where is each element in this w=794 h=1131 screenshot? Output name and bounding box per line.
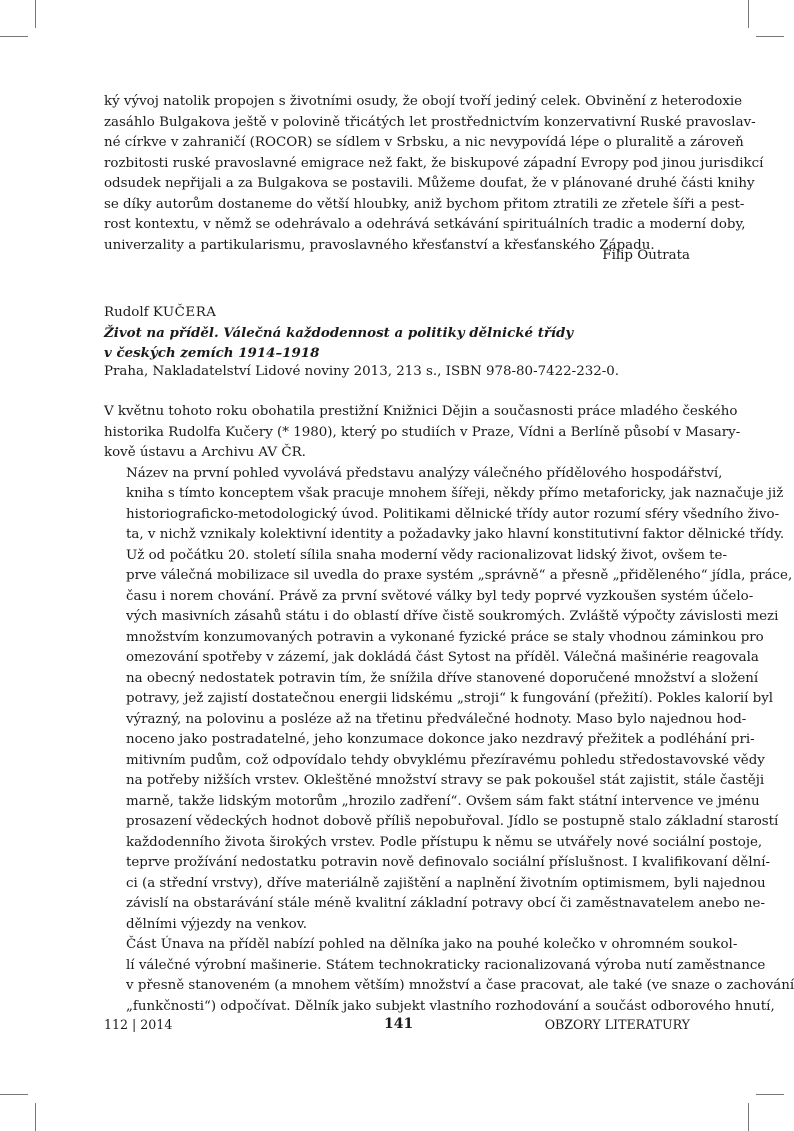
text-line: na obecný nedostatek potravin tím, že snížila dříve stanovené doporučené množství a složení xyxy=(126,670,759,686)
author-first-name: Rudolf xyxy=(104,305,149,320)
book-title-line-1: Život na příděl. Válečná každodennost a politiky dělnické třídy xyxy=(104,325,574,341)
text-line: mitivním pudům, což odpovídalo tehdy obvyklému přezíravému pohledu středostavovské vědy xyxy=(126,752,765,768)
paragraph xyxy=(104,92,764,256)
crop-mark xyxy=(35,1103,36,1131)
book-title-line-2: v českých zemích 1914–1918 xyxy=(104,345,320,361)
crop-mark xyxy=(35,0,36,28)
text-line: času i norem chování. Právě za první světové války byl tedy poprvé vyzkoušen systém účelo- xyxy=(126,588,754,604)
intro-paragraph xyxy=(104,92,764,256)
page-number: 141 xyxy=(384,1016,414,1032)
text-line: ký vývoj natolik propojen s životními osudy, že obojí tvoří jediný celek. Obvinění z heterodoxie xyxy=(104,94,743,109)
journal-name: OBZORY LITERATURY xyxy=(544,1017,690,1032)
author-last-name: KUČERA xyxy=(152,305,217,320)
paragraph xyxy=(104,935,794,1017)
paragraph xyxy=(104,402,741,464)
text-line: „funkčnosti“) odpočívat. Dělník jako subjekt vlastního rozhodování a součást odborového hnutí, xyxy=(126,998,775,1014)
text-line: potravy, jež zajistí dostatečnou energii lidskému „stroji“ k fungování (přežití). Pokles kalorií byl xyxy=(126,691,774,706)
publication-info: Praha, Nakladatelství Lidové noviny 2013, 213 s., ISBN 978-80-7422-232-0. xyxy=(104,364,620,379)
crop-mark xyxy=(748,1103,749,1131)
text-line: množstvím konzumovaných potravin a vykonané fyzické práce se staly vhodnou záminkou pro xyxy=(126,629,764,645)
text-line: každodenního života širokých vrstev. Podle přístupu k němu se utvářely nové sociální postoje, xyxy=(126,834,763,850)
text-line: závislí na obstarávání stále méně kvalitní základní potravy obcí či zaměstnavatelem anebo ne- xyxy=(126,896,765,911)
text-line: prve válečná mobilizace sil uvedla do praxe systém „správně“ a přesně „přiděleného“ jídla, práce, xyxy=(126,568,793,583)
text-line: omezování spotřeby v zázemí, jak dokládá část Sytost na příděl. Válečná mašinérie reagovala xyxy=(126,650,759,665)
text-line: Část Únava na příděl nabízí pohled na dělníka jako na pouhé kolečko v ohromném soukol- xyxy=(126,937,738,952)
text-line: odsudek nepřijali a za Bulgakova se postavili. Můžeme doufat, že v plánované druhé části knihy xyxy=(104,176,755,191)
text-line: noceno jako postradatelné, jeho konzumace dokonce jako nezdravý přežitek a podléhání pri- xyxy=(126,732,755,747)
text-line: ci (a střední vrstvy), dříve materiálně zajištění a naplnění životním optimismem, byli najednou xyxy=(126,875,766,891)
text-line: teprve prožívání nedostatku potravin nově definovalo sociální příslušnost. I kvalifikovaní dělní- xyxy=(126,855,771,870)
paragraph xyxy=(104,546,793,936)
crop-mark xyxy=(748,0,749,28)
text-line: kově ústavu a Archivu AV ČR. xyxy=(104,445,306,460)
text-line: se díky autorům dostaneme do větší hloubky, aniž bychom přitom ztratili ze zřetele šíři a pest- xyxy=(104,196,745,212)
text-line: V květnu tohoto roku obohatila prestižní Knižnici Dějin a současnosti práce mladého českého xyxy=(104,404,738,419)
text-line: výrazný, na polovinu a posléze až na třetinu předválečné hodnoty. Maso bylo najednou hod- xyxy=(126,711,747,727)
text-line: vých masivních zásahů státu i do oblastí dříve čistě soukromých. Zvláště výpočty závislosti mezi xyxy=(126,609,779,624)
text-line: né církve v zahraničí (ROCOR) se sídlem v Srbsku, a nic nevypovídá lépe o pluralitě a zároveň xyxy=(104,135,744,150)
text-line: rozbitosti ruské pravoslavné emigrace než fakt, že biskupové západní Evropy pod jinou jurisdikcí xyxy=(104,155,764,171)
crop-mark xyxy=(756,36,784,37)
reviewer-signature: Filip Outrata xyxy=(602,248,690,263)
review-body xyxy=(104,402,794,1017)
text-line: v přesně stanoveném (a mnohem větším) množství a čase pracovat, ale také (ve snaze o zachování xyxy=(126,978,794,993)
text-line: historika Rudolfa Kučery (* 1980), který po studiích v Praze, Vídni a Berlíně působí v Masary- xyxy=(104,424,741,440)
text-line: lí válečné výrobní mašinerie. Státem technokraticky racionalizovaná výroba nutí zaměstnance xyxy=(126,957,766,973)
text-line: zasáhlo Bulgakova ještě v polovině třicátých let prostřednictvím konzervativní Ruské pravoslav- xyxy=(104,114,756,130)
text-line: dělními výjezdy na venkov. xyxy=(126,916,307,932)
issue-number: 112 | 2014 xyxy=(104,1017,173,1032)
text-line: rost kontextu, v němž se odehrávalo a odehrává setkávání spirituálních tradic a moderní doby, xyxy=(104,217,746,232)
crop-mark xyxy=(756,1094,784,1095)
text-line: na potřeby nižších vrstev. Okleštěné množství stravy se pak pokoušel stát zajistit, stále častěji xyxy=(126,773,765,788)
text-line: prosazení vědeckých hodnot dobově příliš nepobuřoval. Jídlo se postupně stalo základní starostí xyxy=(126,814,779,829)
paragraph xyxy=(104,464,785,546)
text-line: kniha s tímto konceptem však pracuje mnohem šířeji, někdy přímo metaforicky, jak naznačuje již xyxy=(126,486,784,501)
crop-mark xyxy=(0,36,28,37)
crop-mark xyxy=(0,1094,28,1095)
text-line: univerzality a partikularismu, pravoslavného křesťanství a křesťanského Západu. xyxy=(104,237,655,253)
text-line: Už od počátku 20. století sílila snaha moderní vědy racionalizovat lidský život, ovšem te- xyxy=(126,547,727,563)
text-line: Název na první pohled vyvolává představu analýzy válečného přídělového hospodářství, xyxy=(126,465,723,481)
text-line: ta, v nichž vznikaly kolektivní identity a požadavky jako hlavní konstitutivní faktor dělnické třídy. xyxy=(126,527,785,542)
text-line: marně, takže lidským motorům „hrozilo zadření“. Ovšem sám fakt státní intervence ve jménu xyxy=(126,793,760,809)
book-author xyxy=(104,305,216,320)
text-line: historiograficko-metodologický úvod. Politikami dělnické třídy autor rozumí sféry všedního živo- xyxy=(126,506,780,522)
